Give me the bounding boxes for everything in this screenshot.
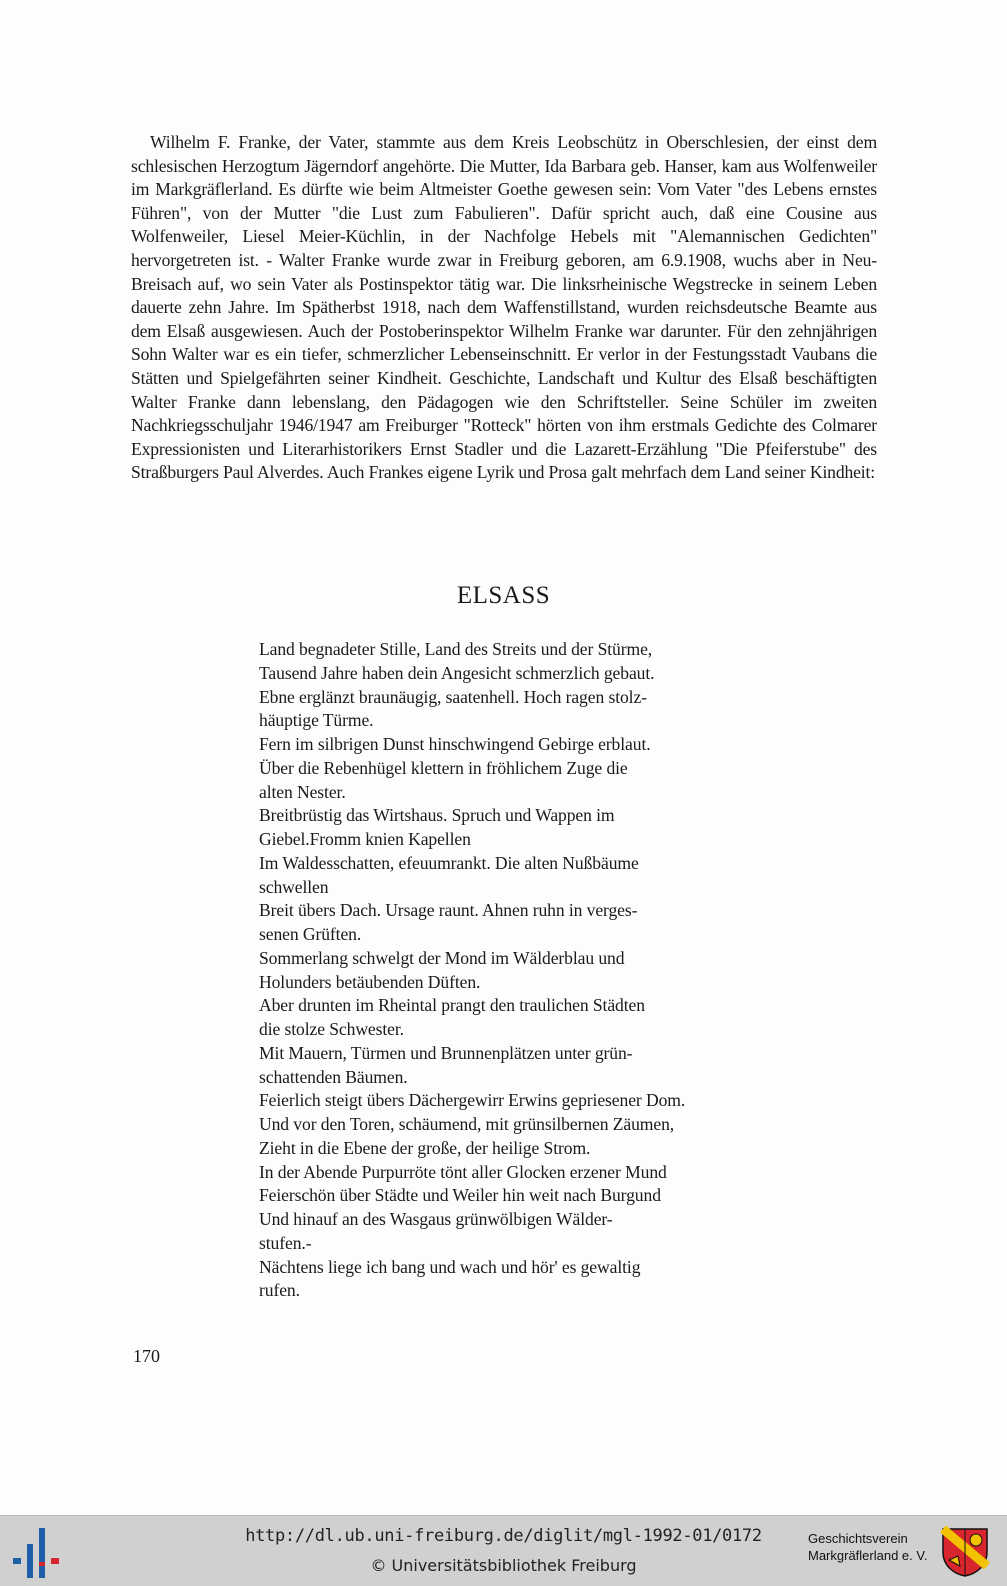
poem-line: schattenden Bäumen. (259, 1066, 408, 1087)
coat-of-arms-icon (940, 1526, 990, 1578)
poem-line: senen Grüften. (259, 924, 362, 944)
poem-line: Breit übers Dach. Ursage raunt. Ahnen ruhn in verges- (259, 900, 638, 921)
poem-line: Fern im silbrigen Dunst hinschwingend Gebirge erblaut. (259, 734, 651, 754)
poem (259, 638, 789, 1303)
society-line-2: Markgräflerland e. V. (808, 1548, 928, 1563)
poem-line: rufen. (259, 1280, 300, 1301)
poem-line: Giebel.Fromm knien Kapellen (259, 829, 471, 849)
poem-line: Tausend Jahre haben dein Angesicht schmerzlich gebaut. (259, 662, 655, 683)
paragraph: Wilhelm F. Franke, der Vater, stammte aus dem Kreis Leobschütz in Oberschlesien, der einst dem schlesischen Herzogtum Jägerndorf angehörte. Die Mutter, Ida Barbara geb. Hanser, kam aus Wolfenweiler im Markgräflerland. Es dürfte wie beim Altmeister Goethe gewesen sein: Vom Vater "des Lebens ernstes Führen", von der Mutter "die Lust zum Fabulieren". Dafür spricht auch, daß eine Cousine aus Wolfenweiler, Liesel Meier-Küchlin, in der Nachfolge Hebels mit "Alemannischen Gedichten" hervorgetreten ist. - Walter Franke wurde zwar in Freiburg geboren, am 6.9.1908, wuchs aber in Neu-Breisach auf, wo sein Vater als Postinspektor tätig war. Die linksrheinische Wegstrecke in seinem Leben dauerte zehn Jahre. Im Spätherbst 1918, nach dem Waffenstillstand, wurden reichsdeutsche Beamte aus dem Elsaß ausgewiesen. Auch der Postoberinspektor Wilhelm Franke war darunter. Für den zehnjährigen Sohn Walter war es ein tiefer, schmerzlicher Lebenseinschnitt. Er verlor in der Festungsstadt Vaubans die Stätten und Spielgefährten seiner Kindheit. Geschichte, Landschaft und Kultur des Elsaß beschäftigten Walter Franke dann lebenslang, den Pädagogen wie den Schriftsteller. Seine Schüler im zweiten Nachkriegsschuljahr 1946/1947 am Freiburger "Rotteck" hörten von ihm erstmals Gedichte des Colmarer Expressionisten und Literarhistorikers Ernst Stadler und die Lazarett-Erzählung "Die Pfeiferstube" des Straßburgers Paul Alverdes. Auch Frankes eigene Lyrik und Prosa galt mehrfach dem Land seiner Kindheit: (131, 132, 877, 483)
poem-line: Und vor den Toren, schäumend, mit grünsilbernen Zäumen, (259, 1114, 675, 1134)
poem-line: schwellen (259, 876, 329, 897)
poem-line: Sommerlang schwelgt der Mond im Wälderblau und (259, 947, 625, 968)
poem-line: Im Waldesschatten, efeuumrankt. Die alten Nußbäume (259, 852, 639, 873)
poem-line: Feierschön über Städte und Weiler hin weit nach Burgund (259, 1185, 661, 1206)
poem-line: Breitbrüstig das Wirtshaus. Spruch und Wappen im (259, 805, 615, 826)
society-line-1: Geschichtsverein (808, 1531, 908, 1546)
page-number: 170 (133, 1346, 160, 1366)
society-name (808, 1530, 936, 1564)
poem-line: Nächtens liege ich bang und wach und hör' es gewaltig (259, 1256, 641, 1277)
body-text (131, 131, 877, 485)
poem-line: In der Abende Purpurröte tönt aller Glocken erzener Mund (259, 1161, 667, 1182)
poem-line: Holunders betäubenden Düften. (259, 971, 481, 992)
poem-line: Über die Rebenhügel klettern in fröhlichem Zuge die (259, 757, 628, 778)
poem-line: Zieht in die Ebene der große, der heilige Strom. (259, 1137, 591, 1158)
poem-line: Mit Mauern, Türmen und Brunnenplätzen unter grün- (259, 1042, 633, 1063)
poem-line: alten Nester. (259, 781, 346, 802)
poem-line: Und hinauf an des Wasgaus grünwölbigen Wälder- (259, 1209, 613, 1229)
poem-line: häuptige Türme. (259, 710, 374, 731)
copyright-notice: © Universitätsbibliothek Freiburg (370, 1556, 637, 1575)
poem-line: stufen.- (259, 1232, 312, 1253)
footer-bar (0, 1515, 1007, 1586)
poem-line: Land begnadeter Stille, Land des Streits und der Stürme, (259, 639, 653, 659)
permalink[interactable]: http://dl.ub.uni-freiburg.de/diglit/mgl-1992-01/0172 (245, 1526, 762, 1546)
poem-line: die stolze Schwester. (259, 1019, 404, 1039)
poem-title: ELSASS (456, 582, 551, 609)
poem-line: Ebne erglänzt braunäugig, saatenhell. Hoch ragen stolz- (259, 686, 647, 707)
poem-line: Aber drunten im Rheintal prangt den traulichen Städten (259, 995, 645, 1016)
poem-line: Feierlich steigt übers Dächergewirr Erwins gepriesener Dom. (259, 1090, 686, 1111)
